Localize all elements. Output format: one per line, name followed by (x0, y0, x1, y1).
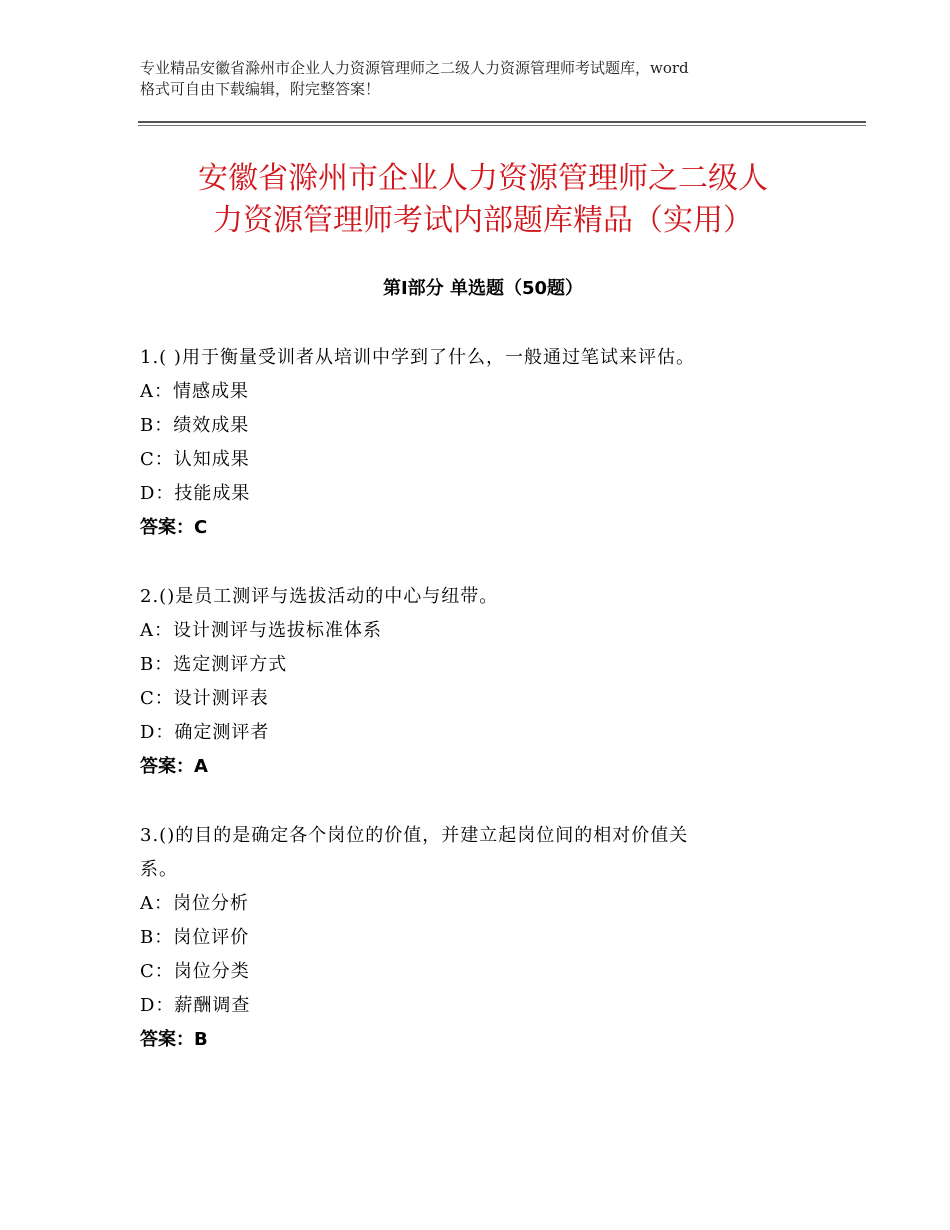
question-1-answer: 答案：C (140, 517, 208, 538)
title-line-2: 力资源管理师考试内部题库精品（实用） (213, 203, 753, 238)
question-2-option-a: A：设计测评与选拔标准体系 (140, 620, 382, 641)
question-3 (140, 819, 840, 1057)
question-3-option-c: C：岗位分类 (140, 961, 250, 982)
question-1-option-c: C：认知成果 (140, 449, 250, 470)
question-1-option-a: A：情感成果 (140, 381, 249, 402)
section-heading: 第Ⅰ部分 单选题（50题） (382, 278, 583, 299)
question-2-answer: 答案：A (140, 756, 208, 777)
document-title (138, 158, 828, 242)
question-2-text: 2.()是员工测评与选拔活动的中心与纽带。 (140, 586, 499, 607)
question-3-answer: 答案：B (140, 1029, 208, 1050)
question-3-option-d: D：薪酬调查 (140, 995, 251, 1016)
question-2-option-b: B：选定测评方式 (140, 654, 288, 675)
question-1-option-b: B：绩效成果 (140, 415, 250, 436)
question-3-option-b: B：岗位评价 (140, 927, 250, 948)
document-header (140, 58, 830, 100)
question-1-text: 1.( )用于衡量受训者从培训中学到了什么，一般通过笔试来评估。 (140, 347, 695, 368)
title-line-1: 安徽省滁州市企业人力资源管理师之二级人 (198, 161, 768, 196)
header-divider-thick (138, 121, 866, 123)
header-divider-thin (138, 125, 866, 126)
question-1 (140, 341, 840, 545)
question-1-option-d: D：技能成果 (140, 483, 251, 504)
question-3-text-line-2: 系。 (140, 859, 178, 880)
question-2-option-c: C：设计测评表 (140, 688, 269, 709)
question-2 (140, 580, 840, 784)
question-2-option-d: D：确定测评者 (140, 722, 270, 743)
header-line-1: 专业精品安徽省滁州市企业人力资源管理师之二级人力资源管理师考试题库，word (140, 59, 689, 77)
question-3-text-line-1: 3.()的目的是确定各个岗位的价值，并建立起岗位间的相对价值关 (140, 825, 689, 846)
header-line-2: 格式可自由下载编辑，附完整答案！ (140, 80, 381, 98)
question-3-option-a: A：岗位分析 (140, 893, 249, 914)
